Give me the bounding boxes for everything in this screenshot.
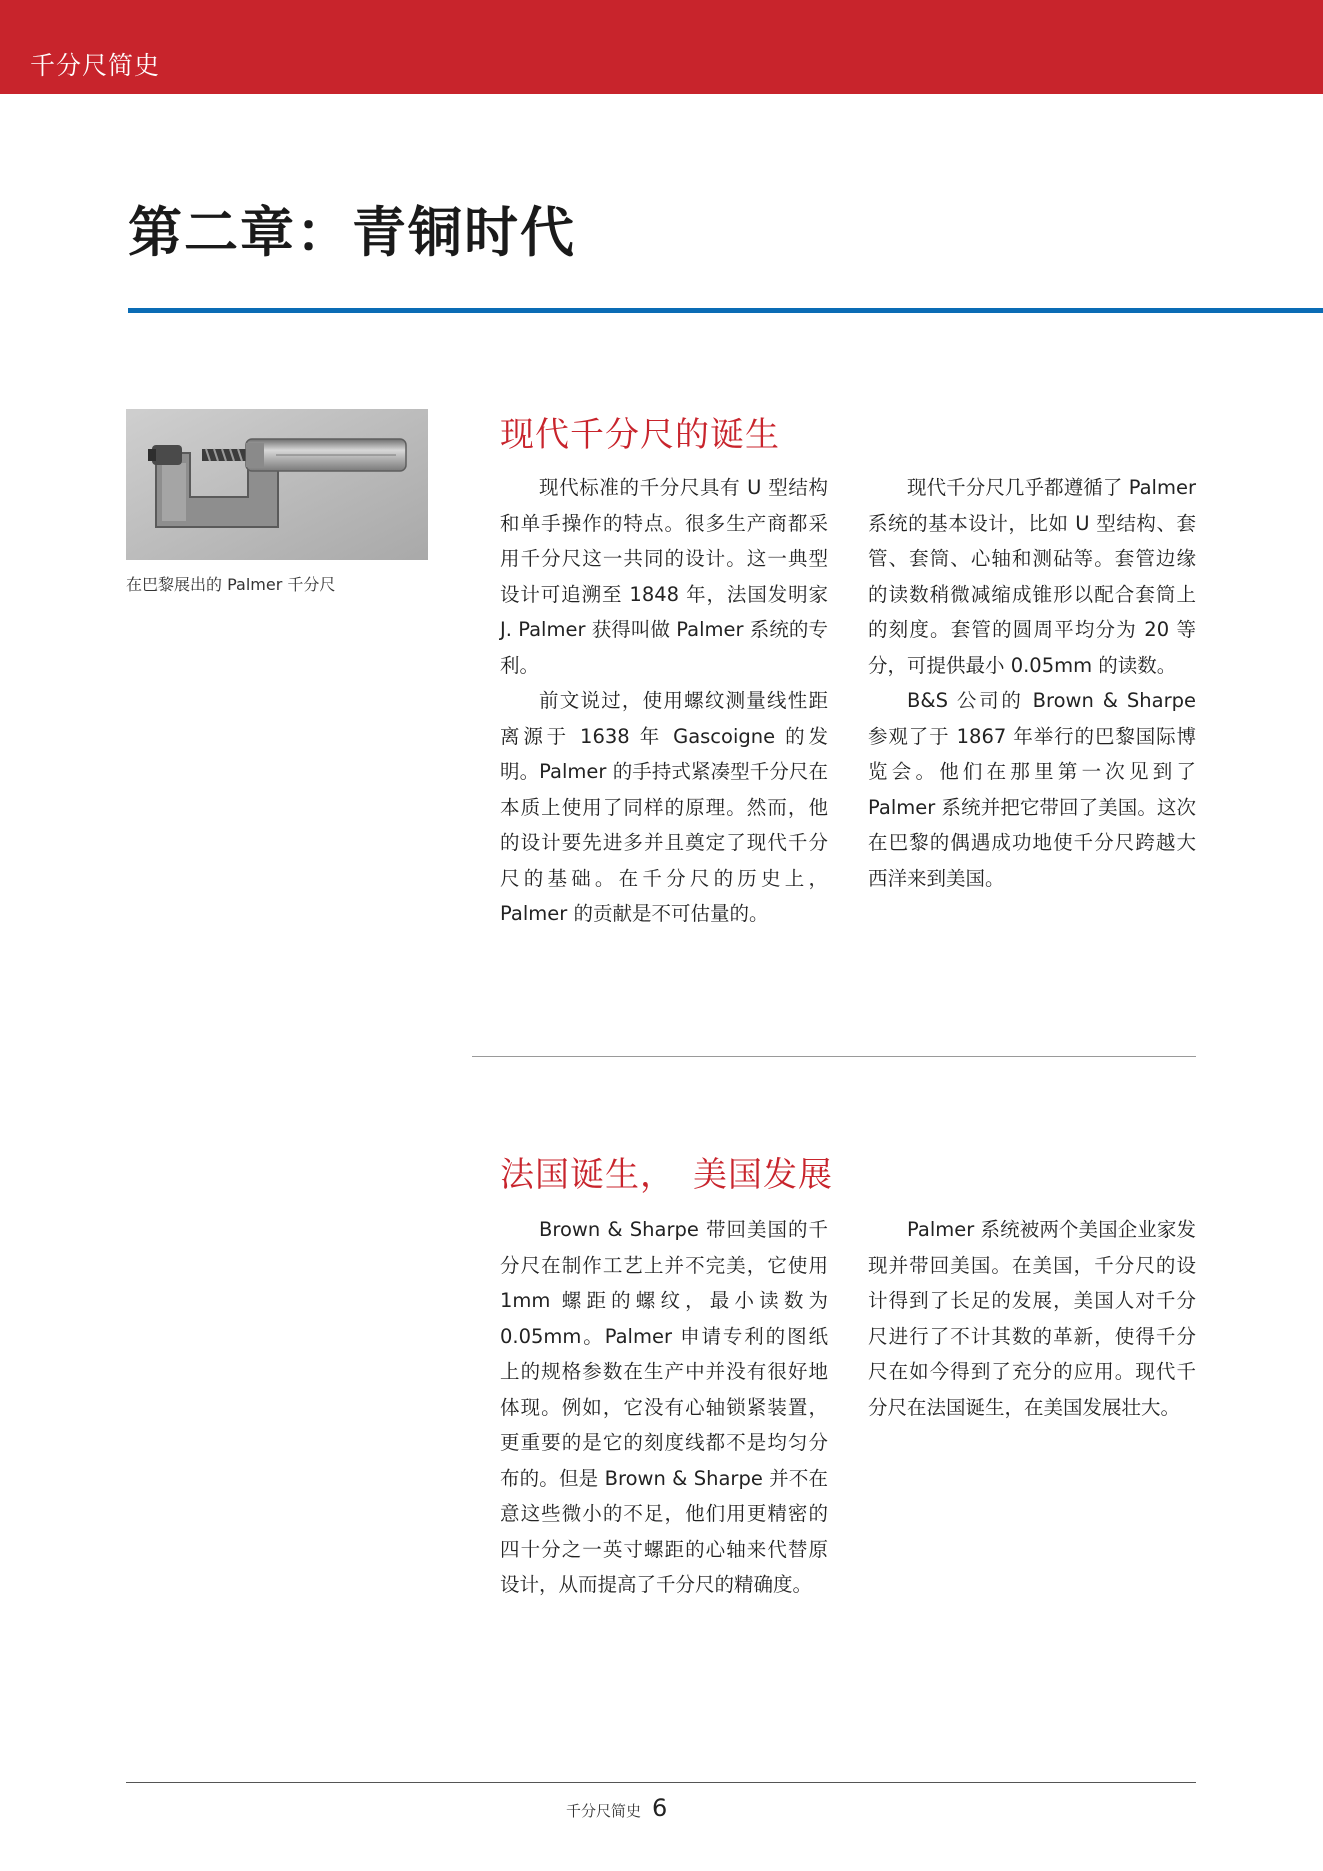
section-title-france-usa: 法国诞生， 美国发展 <box>500 1155 833 1195</box>
section-2-left-column <box>500 1212 828 1603</box>
section-1-right-column <box>868 470 1196 896</box>
page-number: 6 <box>652 1794 668 1822</box>
palmer-micrometer-photo <box>126 409 428 560</box>
paragraph: B&S 公司的 Brown & Sharpe 参观了于 1867 年举行的巴黎国际博览会。他们在那里第一次见到了 Palmer 系统并把它带回了美国。这次在巴黎的偶遇成功地使千分尺跨越大西洋来到美国。 <box>868 689 1196 890</box>
header-title: 千分尺简史 <box>30 51 161 80</box>
paragraph: Palmer 系统被两个美国企业家发现并带回美国。在美国，千分尺的设计得到了长足的发展，美国人对千分尺进行了不计其数的革新，使得千分尺在如今得到了充分的应用。现代千分尺在法国诞生，在美国发展壮大。 <box>868 1218 1196 1419</box>
micrometer-illustration <box>126 409 428 560</box>
chapter-title: 第二章：青铜时代 <box>128 201 576 264</box>
section-title-birth: 现代千分尺的诞生 <box>500 415 780 455</box>
paragraph: 前文说过，使用螺纹测量线性距离源于 1638 年 Gascoigne 的发明。Palmer 的手持式紧凑型千分尺在本质上使用了同样的原理。然而，他的设计要先进多并且奠定了现代千分尺的基础。在千分尺的历史上，Palmer 的贡献是不可估量的。 <box>500 689 828 925</box>
footer-title: 千分尺简史 <box>566 1802 642 1820</box>
figure-caption: 在巴黎展出的 Palmer 千分尺 <box>126 575 336 594</box>
paragraph: 现代千分尺几乎都遵循了 Palmer 系统的基本设计，比如 U 型结构、套管、套筒、心轴和测砧等。套管边缘的读数稍微减缩成锥形以配合套筒上的刻度。套管的圆周平均分为 20 等分，可提供最小 0.05mm 的读数。 <box>868 476 1196 677</box>
paragraph: Brown & Sharpe 带回美国的千分尺在制作工艺上并不完美，它使用 1mm 螺距的螺纹，最小读数为 0.05mm。Palmer 申请专利的图纸上的规格参数在生产中并没有很好地体现。例如，它没有心轴锁紧装置，更重要的是它的刻度线都不是均匀分布的。但是 Brown & Sharpe 并不在意这些微小的不足，他们用更精密的四十分之一英寸螺距的心轴来代替原设计，从而提高了千分尺的精确度。 <box>500 1218 828 1596</box>
section-divider <box>472 1056 1196 1057</box>
footer-rule <box>126 1782 1196 1783</box>
paragraph: 现代标准的千分尺具有 U 型结构和单手操作的特点。很多生产商都采用千分尺这一共同的设计。这一典型设计可追溯至 1848 年，法国发明家 J. Palmer 获得叫做 Palmer 系统的专利。 <box>500 476 828 677</box>
header-bar <box>0 0 1323 94</box>
section-1-left-column <box>500 470 828 932</box>
chapter-rule <box>128 308 1323 313</box>
section-2-right-column <box>868 1212 1196 1425</box>
